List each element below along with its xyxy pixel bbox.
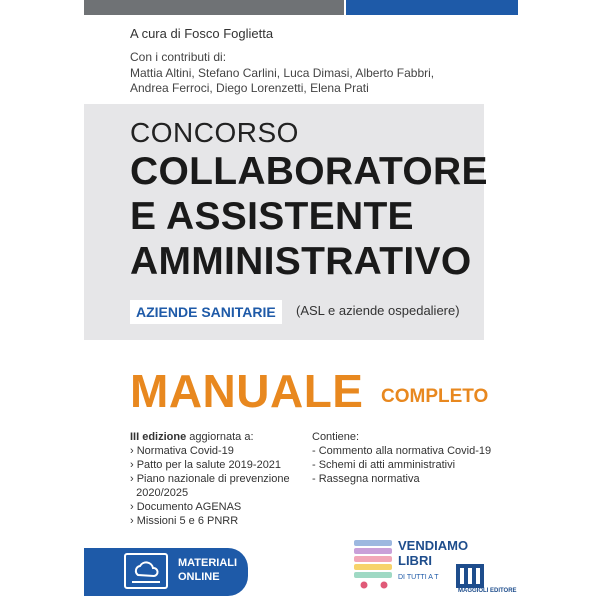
contents-item: - Rassegna normativa	[312, 473, 420, 485]
edition-item: › Documento AGENAS	[130, 501, 242, 513]
edition-item: › Patto per la salute 2019-2021	[130, 459, 282, 471]
contents-item: - Schemi di atti amministrativi	[312, 459, 456, 471]
vendiamo-libri-logo	[354, 534, 517, 600]
title-line: COLLABORATORE	[130, 150, 488, 193]
contributors-title: Con i contributi di:	[130, 50, 227, 64]
contributors-line: Andrea Ferroci, Diego Lorenzetti, Elena Prati	[130, 81, 369, 95]
contents-list	[312, 430, 491, 486]
title-line: AMMINISTRATIVO	[130, 240, 472, 283]
vendiamo-libri-text: VENDIAMO LIBRI	[398, 538, 469, 568]
edition-item: › Missioni 5 e 6 PNRR	[130, 515, 239, 527]
publisher-name: MAGGIOLI EDITORE	[458, 588, 517, 594]
vendiamo-libri-tagline: DI TUTTI A T	[398, 574, 439, 581]
contributors-line: Mattia Altini, Stefano Carlini, Luca Dimasi, Alberto Fabbri,	[130, 66, 435, 80]
book-stripe	[354, 556, 392, 562]
cart-wheels-icon	[356, 580, 392, 590]
book-stripe	[354, 540, 392, 546]
cloud-laptop-icon	[124, 553, 168, 589]
edition-heading: III edizione aggiornata a:	[130, 431, 254, 443]
online-materials-label: MATERIALI ONLINE	[178, 557, 238, 583]
book-stripe	[354, 564, 392, 570]
book-stripe	[354, 548, 392, 554]
edition-item: › Piano nazionale di prevenzione	[130, 473, 290, 485]
manual-subtitle: COMPLETO	[381, 386, 489, 407]
edition-item: › Normativa Covid-19	[130, 445, 234, 457]
contents-heading: Contiene:	[312, 431, 360, 443]
category-tag: AZIENDE SANITARIE	[130, 300, 282, 324]
cover-top-bar-gray	[84, 0, 344, 15]
title-line: E ASSISTENTE	[130, 195, 414, 238]
title-kicker: CONCORSO	[130, 117, 299, 148]
contents-item: - Commento alla normativa Covid-19	[312, 445, 492, 457]
maggioli-logo	[456, 564, 484, 588]
category-description: (ASL e aziende ospedaliere)	[296, 303, 460, 318]
editor-credit: A cura di Fosco Foglietta	[130, 26, 274, 41]
book-stripe	[354, 572, 392, 578]
edition-item: 2020/2025	[130, 487, 189, 499]
cover-top-bar-blue	[346, 0, 518, 15]
manual-title: MANUALE	[130, 365, 364, 417]
edition-list	[130, 430, 290, 528]
